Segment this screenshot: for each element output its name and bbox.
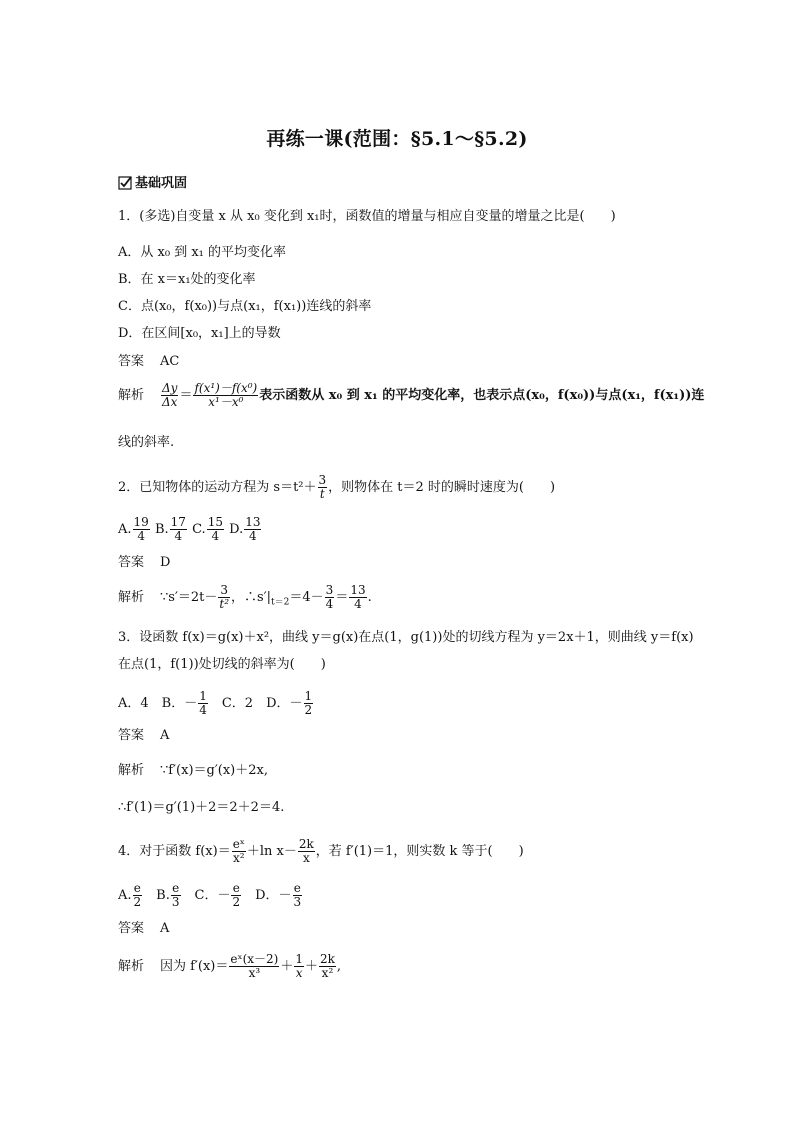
q3-stem-line2: 在点(1，f(1))处切线的斜率为( ): [118, 657, 326, 672]
answer-label: 答案: [118, 354, 145, 369]
q1-answer: [118, 353, 179, 371]
q2-option-d: D. $\frac{13}{4}$: [229, 515, 261, 543]
q1-option-d: D．在区间[x₀，x₁]上的导数: [118, 326, 281, 341]
section-heading: [118, 172, 187, 191]
q1-option-b: B．在 x＝x₁处的变化率: [118, 272, 256, 287]
q4-answer-value: A: [160, 921, 170, 936]
fraction: $\frac{\Delta y}{\Delta x}$: [162, 381, 178, 409]
q3-options: A．4 B．－ $\frac{1}{4}$ C．2 D．－ $\frac{1}{2}$: [118, 689, 313, 717]
q2-answer-value: D: [160, 555, 171, 570]
q3-answer-value: A: [160, 728, 170, 743]
q4-analysis: 解析 因为 f′(x)＝ $\frac{\text{eˣ(x－2)}}{\text{x³}}$ ＋ $\frac{1}{x}$ ＋ $\frac{2k}{\text{x²}}$ ,: [118, 952, 342, 980]
q2-analysis: 解析 ∵s′＝2t－ $\frac{3}{\text{t²}}$ ，$\therefore s'|_{t=2}=4-$ $\frac{3}{4}$ ＝ $\frac{13}{4}$ .: [118, 583, 372, 611]
q2-option-c: C. $\frac{15}{4}$: [192, 515, 223, 543]
section-title: 基础巩固: [135, 176, 188, 191]
q2-answer: 答案 D: [118, 555, 171, 570]
q2-option-a: A. $\frac{19}{4}$: [118, 515, 149, 543]
analysis-label: 解析: [118, 388, 145, 403]
q4-stem: 4．对于函数 f(x)＝ $\frac{\text{eˣ}}{\text{x²}}$ ＋ln x－ $\frac{2k}{x}$ ，若 f′(1)＝1，则实数 k 等于( ): [118, 837, 524, 865]
q1-option-a: A．从 x₀ 到 x₁ 的平均变化率: [118, 245, 287, 260]
q1-analysis-continued: 线的斜率.: [118, 435, 175, 450]
q2-options: [118, 516, 262, 543]
q1-stem: 1．(多选)自变量 x 从 x₀ 变化到 x₁时，函数值的增量与相应自变量的增量之比是( ): [118, 209, 616, 224]
q1-answer-value: AC: [160, 354, 180, 369]
q1-analysis: 解析 $\frac{\Delta y}{\Delta x}$ ＝ $\frac{\text{f(x¹)－f(x⁰)}}{\text{x¹－x⁰}}$ 表示函数从 x₀ 到 x₁ 的平均变化率，也表示点(x₀，f(x₀))与点(x₁，f(x₁))连: [118, 381, 705, 409]
page-title: 再练一课(范围：§5.1～§5.2): [266, 128, 528, 150]
checkbox-checked-icon: [118, 176, 132, 190]
q4-answer: 答案 A: [118, 921, 170, 936]
q3-answer: 答案 A: [118, 728, 170, 743]
fraction: $\frac{3}{t}$: [318, 473, 327, 501]
q2-stem: 2．已知物体的运动方程为 s＝t²＋ $\frac{3}{t}$ ，则物体在 t＝2 时的瞬时速度为( ): [118, 473, 556, 501]
q1-option-c: C．点(x₀，f(x₀))与点(x₁，f(x₁))连线的斜率: [118, 299, 372, 314]
q1-analysis-text: 表示函数从 x₀ 到 x₁ 的平均变化率，也表示点(x₀，f(x₀))与点(x₁，f(x₁))连: [259, 388, 705, 403]
q4-options: A. $\frac{e}{2}$ B. $\frac{e}{3}$ C．－ $\frac{e}{2}$ D．－ $\frac{e}{3}$: [118, 881, 302, 909]
fraction: $\frac{\text{f(x¹)－f(x⁰)}}{\text{x¹－x⁰}}$: [194, 381, 258, 409]
q3-stem-line1: 3．设函数 f(x)＝g(x)＋x²，曲线 y＝g(x)在点(1，g(1))处的切线方程为 y＝2x＋1，则曲线 y＝f(x): [118, 630, 694, 645]
q2-option-b: B. $\frac{17}{4}$: [154, 515, 186, 543]
q3-analysis-line2: ∴f′(1)＝g′(1)＋2＝2＋2＝4.: [118, 800, 285, 815]
q3-analysis: 解析 ∵f′(x)＝g′(x)＋2x,: [118, 763, 268, 778]
